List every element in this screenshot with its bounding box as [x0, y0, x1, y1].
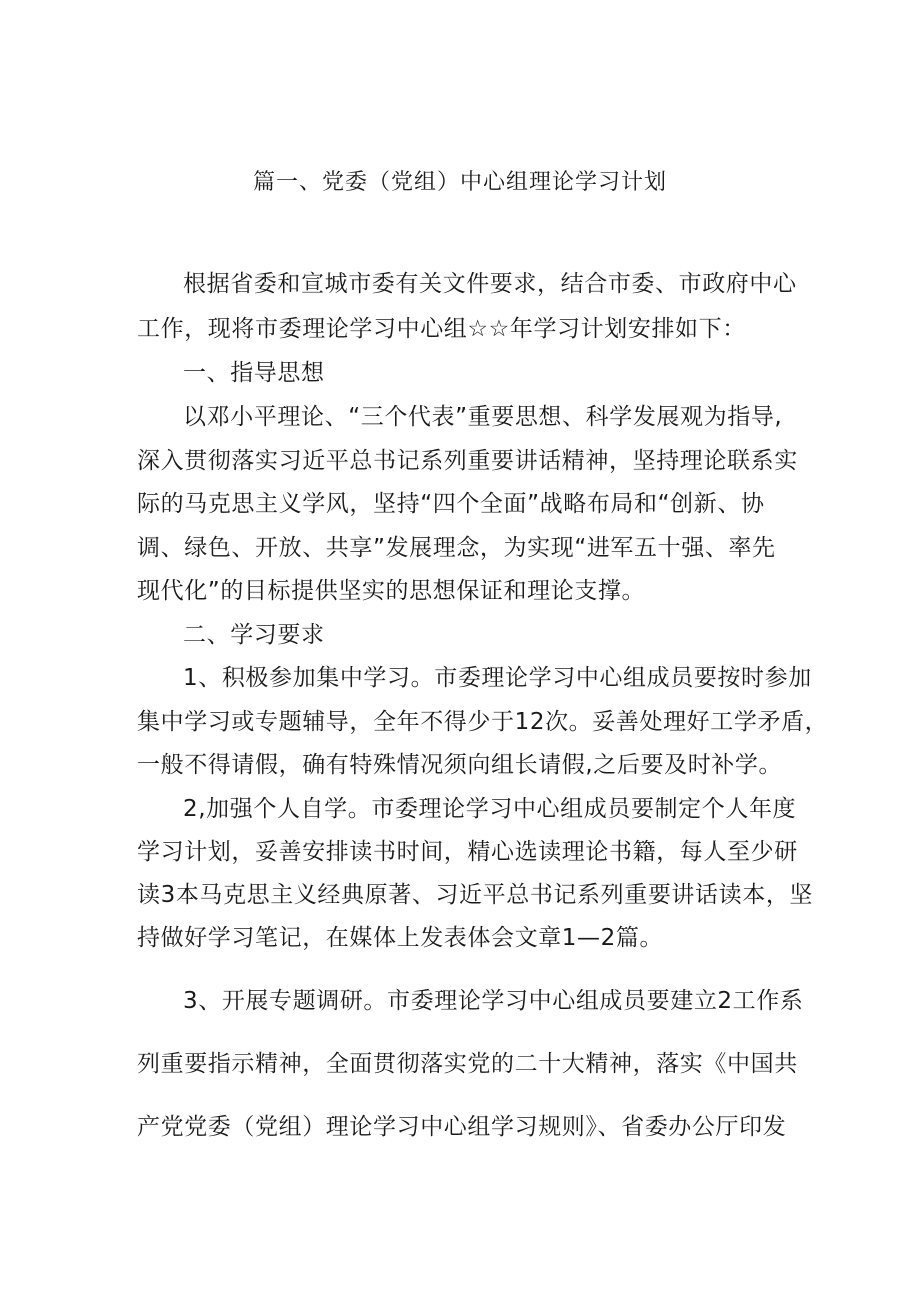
paragraph-line: 2,加强个人自学。市委理论学习中心组成员要制定个人年度 — [183, 796, 797, 822]
paragraph-line: 产党党委（党组）理论学习中心组学习规则》、省委办公厅印发 — [137, 1114, 787, 1140]
paragraph-line: 以邓小平理论、“三个代表”重要思想、科学发展观为指导, — [183, 404, 783, 430]
paragraph-line: 3、开展专题调研。市委理论学习中心组成员要建立2工作系 — [183, 988, 804, 1014]
paragraph-line: 列重要指示精神，全面贯彻落实党的二十大精神，落实《中国共 — [137, 1051, 798, 1077]
paragraph-line: 持做好学习笔记，在媒体上发表体会文章1—2篇。 — [137, 925, 664, 951]
paragraph-line: 1、积极参加集中学习。市委理论学习中心组成员要按时参加 — [183, 665, 812, 691]
section-heading: 二、学习要求 — [183, 622, 325, 648]
paragraph-line: 集中学习或专题辅导，全年不得少于12次。妥善处理好工学矛盾， — [137, 709, 829, 735]
paragraph-line: 一般不得请假，确有特殊情况须向组长请假,之后要及时补学。 — [137, 752, 783, 778]
section-heading: 一、指导思想 — [183, 360, 325, 386]
paragraph-line: 现代化”的目标提供坚实的思想保证和理论支撑。 — [137, 578, 646, 604]
paragraph-line: 调、绿色、开放、共享”发展理念，为实现“进军五十强、率先 — [137, 535, 776, 561]
paragraph-line: 根据省委和宣城市委有关文件要求，结合市委、市政府中心 — [183, 271, 797, 297]
paragraph-line: 学习计划，妥善安排读书时间，精心选读理论书籍，每人至少研 — [137, 839, 798, 865]
paragraph-line: 深入贯彻落实习近平总书记系列重要讲话精神，坚持理论联系实 — [137, 448, 798, 474]
paragraph-line: 际的马克思主义学风，坚持“四个全面”战略布局和“创新、协 — [137, 491, 765, 517]
paragraph-line: 工作，现将市委理论学习中心组☆☆年学习计划安排如下： — [137, 316, 746, 342]
paragraph-line: 读3本马克思主义经典原著、习近平总书记系列重要讲话读本，坚 — [137, 882, 814, 908]
document-title: 篇一、党委（党组）中心组理论学习计划 — [252, 170, 667, 195]
